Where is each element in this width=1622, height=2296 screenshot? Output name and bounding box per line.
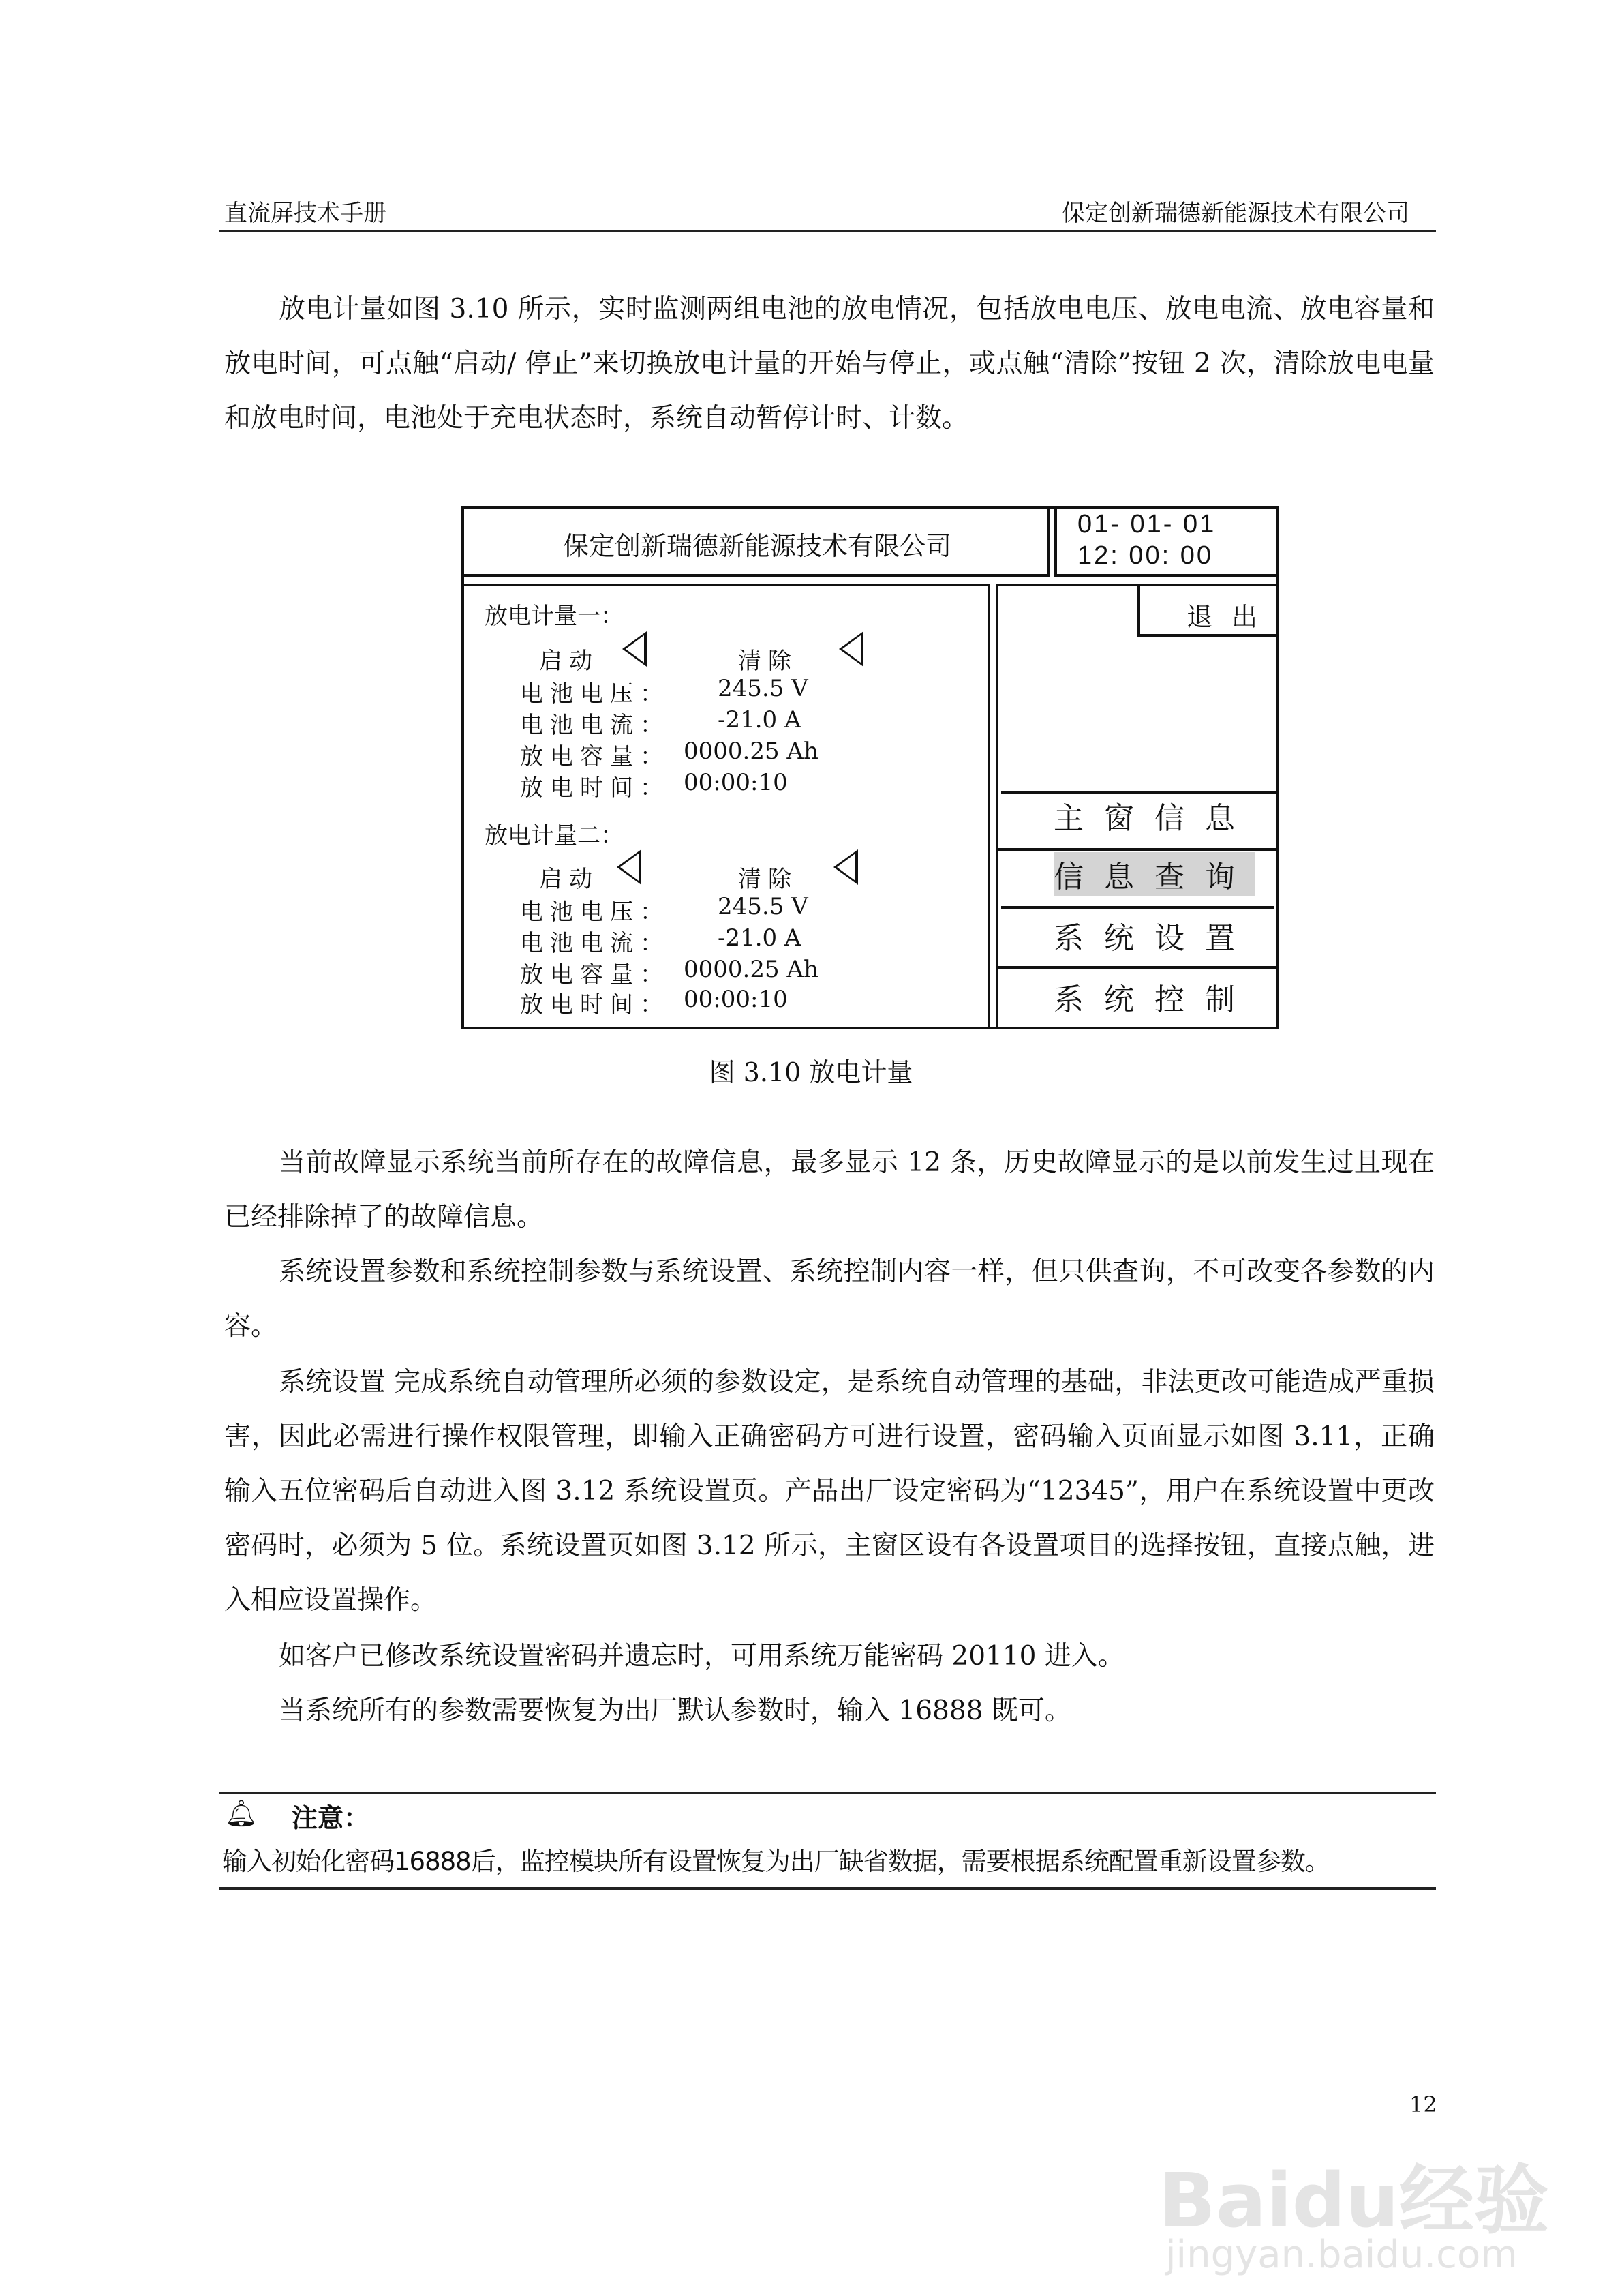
menu-divider bbox=[996, 966, 1276, 969]
paragraph: 当前故障显示系统当前所存在的故障信息，最多显示 12 条，历史故障显示的是以前发生过且现在已经排除掉了的故障信息。 bbox=[224, 1147, 1435, 1233]
menu-info-query[interactable]: 信息查询 bbox=[1054, 852, 1255, 896]
group1-clear-label: 清除 bbox=[738, 648, 798, 675]
paragraph: 系统设置 完成系统自动管理所必须的参数设定，是系统自动管理的基础，非法更改可能造成严重损害，因此必需进行操作权限管理，即输入正确密码方可进行设置，密码输入页面显示如图 3.11，正确输入五位密码后自动进入图 3.12 系统设置页。产品出厂设定密码为“12345”，用户在系统设置中更改密码时，必须为 5 位。系统设置页如图 3.12 所示，主窗区设有各设置项目的选择按钮，直接点触，进入相应设置操作。 bbox=[224, 1367, 1435, 1616]
time-display: 12: 00: 00 bbox=[1077, 541, 1214, 570]
group2-time-value: 00:00:10 bbox=[684, 986, 788, 1013]
menu-divider bbox=[1001, 906, 1274, 909]
group1-title: 放电计量一： bbox=[485, 603, 624, 630]
bell-icon: 🔔︎ bbox=[225, 1798, 258, 1828]
note-title: 注意： bbox=[292, 1803, 370, 1833]
group1-capacity-value: 0000.25 Ah bbox=[684, 738, 818, 765]
group2-voltage-value: 245.5 V bbox=[718, 893, 808, 920]
watermark-brand: Baidu经验 bbox=[1159, 2157, 1549, 2244]
menu-system-control[interactable]: 系统控制 bbox=[1054, 982, 1255, 1017]
paragraph: 系统设置参数和系统控制参数与系统设置、系统控制内容一样，但只供查询，不可改变各参数的内容。 bbox=[224, 1256, 1435, 1342]
paragraph: 如客户已修改系统设置密码并遗忘时，可用系统万能密码 20110 进入。 bbox=[279, 1641, 1124, 1672]
menu-main-info[interactable]: 主窗信息 bbox=[1054, 801, 1255, 836]
group1-voltage-label: 电池电压： bbox=[520, 680, 670, 708]
header-left: 直流屏技术手册 bbox=[224, 200, 386, 227]
group2-current-label: 电池电流： bbox=[520, 930, 670, 957]
group2-capacity-label: 放电容量： bbox=[520, 961, 670, 988]
group1-voltage-value: 245.5 V bbox=[718, 675, 808, 702]
watermark-url: jingyan.baidu.com bbox=[1165, 2233, 1518, 2277]
note-bottom-divider bbox=[219, 1887, 1436, 1890]
header-right: 保定创新瑞德新能源技术有限公司 bbox=[1062, 200, 1409, 227]
figure-caption: 图 3.10 放电计量 bbox=[709, 1057, 913, 1087]
group1-current-value: -21.0 A bbox=[718, 706, 801, 734]
group1-clear-button-triangle-icon[interactable] bbox=[839, 631, 863, 667]
group1-time-label: 放电时间： bbox=[520, 774, 670, 802]
page-number: 12 bbox=[1409, 2091, 1437, 2117]
group2-current-value: -21.0 A bbox=[718, 924, 801, 952]
group1-start-label: 启动 bbox=[539, 648, 599, 675]
group2-capacity-value: 0000.25 Ah bbox=[684, 956, 818, 983]
group1-start-button-triangle-icon[interactable] bbox=[622, 631, 647, 667]
group1-time-value: 00:00:10 bbox=[684, 769, 788, 796]
exit-label: 退 出 bbox=[1187, 602, 1264, 632]
group2-clear-button-triangle-icon[interactable] bbox=[833, 849, 858, 885]
paragraph: 当系统所有的参数需要恢复为出厂默认参数时，输入 16888 既可。 bbox=[279, 1695, 1071, 1726]
menu-system-settings[interactable]: 系统设置 bbox=[1054, 921, 1255, 956]
group1-capacity-label: 放电容量： bbox=[520, 743, 670, 770]
menu-divider bbox=[996, 848, 1276, 851]
discharge-metering-figure bbox=[461, 506, 1279, 1029]
intro-paragraph: 放电计量如图 3.10 所示，实时监测两组电池的放电情况，包括放电电压、放电电流、放电容量和放电时间，可点触“启动/ 停止”来切换放电计量的开始与停止，或点触“清除”按钮 2 次，清除放电电量和放电时间，电池处于充电状态时，系统自动暂停计时、计数。 bbox=[224, 294, 1435, 434]
group2-time-label: 放电时间： bbox=[520, 991, 670, 1018]
group2-clear-label: 清除 bbox=[738, 866, 798, 893]
group1-current-label: 电池电流： bbox=[520, 712, 670, 739]
note-text: 输入初始化密码16888后，监控模块所有设置恢复为出厂缺省数据，需要根据系统配置重新设置参数。 bbox=[222, 1847, 1330, 1876]
group2-voltage-label: 电池电压： bbox=[520, 898, 670, 926]
header-divider bbox=[219, 230, 1436, 232]
date-display: 01- 01- 01 bbox=[1077, 510, 1216, 539]
group2-start-label: 启动 bbox=[539, 866, 599, 893]
group2-title: 放电计量二： bbox=[485, 822, 624, 849]
company-title: 保定创新瑞德新能源技术有限公司 bbox=[562, 531, 951, 561]
note-top-divider bbox=[219, 1792, 1436, 1794]
group2-start-button-triangle-icon[interactable] bbox=[617, 849, 641, 885]
